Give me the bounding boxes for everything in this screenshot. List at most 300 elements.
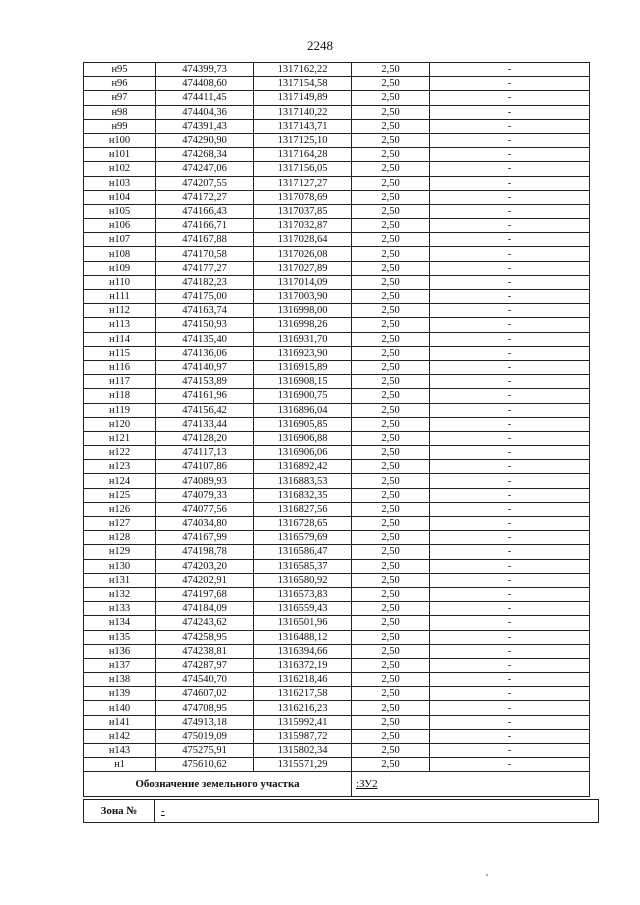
accuracy-cell: 2,50 xyxy=(352,77,430,91)
land-plot-value: :ЗУ2 xyxy=(352,772,590,797)
accuracy-cell: 2,50 xyxy=(352,431,430,445)
point-id-cell: н122 xyxy=(84,446,156,460)
note-cell: - xyxy=(430,517,590,531)
table-row xyxy=(84,63,590,77)
y-coordinate-cell: 1316883,53 xyxy=(254,474,352,488)
table-row xyxy=(84,360,590,374)
note-cell: - xyxy=(430,346,590,360)
note-cell: - xyxy=(430,77,590,91)
y-coordinate-cell: 1316908,15 xyxy=(254,375,352,389)
y-coordinate-cell: 1317149,89 xyxy=(254,91,352,105)
x-coordinate-cell: 474135,40 xyxy=(156,332,254,346)
accuracy-cell: 2,50 xyxy=(352,758,430,772)
note-cell: - xyxy=(430,176,590,190)
note-cell: - xyxy=(430,332,590,346)
accuracy-cell: 2,50 xyxy=(352,375,430,389)
y-coordinate-cell: 1316218,46 xyxy=(254,673,352,687)
note-cell: - xyxy=(430,417,590,431)
x-coordinate-cell: 474243,62 xyxy=(156,616,254,630)
point-id-cell: н109 xyxy=(84,261,156,275)
x-coordinate-cell: 474268,34 xyxy=(156,148,254,162)
y-coordinate-cell: 1316915,89 xyxy=(254,360,352,374)
y-coordinate-cell: 1316832,35 xyxy=(254,488,352,502)
point-id-cell: н100 xyxy=(84,133,156,147)
accuracy-cell: 2,50 xyxy=(352,91,430,105)
y-coordinate-cell: 1316892,42 xyxy=(254,460,352,474)
table-row xyxy=(84,233,590,247)
note-cell: - xyxy=(430,673,590,687)
table-row xyxy=(84,219,590,233)
x-coordinate-cell: 474167,99 xyxy=(156,531,254,545)
table-row xyxy=(84,417,590,431)
y-coordinate-cell: 1315987,72 xyxy=(254,729,352,743)
accuracy-cell: 2,50 xyxy=(352,474,430,488)
point-id-cell: н124 xyxy=(84,474,156,488)
note-cell: - xyxy=(430,474,590,488)
x-coordinate-cell: 475610,62 xyxy=(156,758,254,772)
table-row xyxy=(84,687,590,701)
accuracy-cell: 2,50 xyxy=(352,545,430,559)
x-coordinate-cell: 474079,33 xyxy=(156,488,254,502)
note-cell: - xyxy=(430,460,590,474)
x-coordinate-cell: 475019,09 xyxy=(156,729,254,743)
note-cell: - xyxy=(430,446,590,460)
x-coordinate-cell: 474203,20 xyxy=(156,559,254,573)
table-row xyxy=(84,346,590,360)
y-coordinate-cell: 1316827,56 xyxy=(254,502,352,516)
table-row xyxy=(84,460,590,474)
note-cell: - xyxy=(430,715,590,729)
table-row xyxy=(84,488,590,502)
x-coordinate-cell: 474156,42 xyxy=(156,403,254,417)
point-id-cell: н121 xyxy=(84,431,156,445)
point-id-cell: н99 xyxy=(84,119,156,133)
x-coordinate-cell: 474540,70 xyxy=(156,673,254,687)
x-coordinate-cell: 474153,89 xyxy=(156,375,254,389)
accuracy-cell: 2,50 xyxy=(352,587,430,601)
y-coordinate-cell: 1316998,26 xyxy=(254,318,352,332)
point-id-cell: н97 xyxy=(84,91,156,105)
note-cell: - xyxy=(430,190,590,204)
point-id-cell: н112 xyxy=(84,304,156,318)
point-id-cell: н126 xyxy=(84,502,156,516)
y-coordinate-cell: 1317003,90 xyxy=(254,290,352,304)
table-row xyxy=(84,77,590,91)
note-cell: - xyxy=(430,219,590,233)
accuracy-cell: 2,50 xyxy=(352,658,430,672)
note-cell: - xyxy=(430,275,590,289)
x-coordinate-cell: 474034,80 xyxy=(156,517,254,531)
note-cell: - xyxy=(430,247,590,261)
y-coordinate-cell: 1316573,83 xyxy=(254,587,352,601)
zone-value: - xyxy=(155,800,599,823)
note-cell: - xyxy=(430,616,590,630)
note-cell: - xyxy=(430,602,590,616)
note-cell: - xyxy=(430,502,590,516)
note-cell: - xyxy=(430,375,590,389)
table-row xyxy=(84,275,590,289)
x-coordinate-cell: 474163,74 xyxy=(156,304,254,318)
note-cell: - xyxy=(430,573,590,587)
accuracy-cell: 2,50 xyxy=(352,360,430,374)
coordinates-table-body xyxy=(84,63,590,772)
note-cell: - xyxy=(430,431,590,445)
note-cell: - xyxy=(430,559,590,573)
accuracy-cell: 2,50 xyxy=(352,559,430,573)
table-row xyxy=(84,176,590,190)
table-row xyxy=(84,91,590,105)
note-cell: - xyxy=(430,488,590,502)
accuracy-cell: 2,50 xyxy=(352,133,430,147)
accuracy-cell: 2,50 xyxy=(352,162,430,176)
y-coordinate-cell: 1316372,19 xyxy=(254,658,352,672)
point-id-cell: н131 xyxy=(84,573,156,587)
x-coordinate-cell: 474177,27 xyxy=(156,261,254,275)
accuracy-cell: 2,50 xyxy=(352,119,430,133)
note-cell: - xyxy=(430,658,590,672)
zone-table xyxy=(83,799,599,823)
y-coordinate-cell: 1317027,89 xyxy=(254,261,352,275)
x-coordinate-cell: 474197,68 xyxy=(156,587,254,601)
y-coordinate-cell: 1316217,58 xyxy=(254,687,352,701)
x-coordinate-cell: 474175,00 xyxy=(156,290,254,304)
note-cell: - xyxy=(430,531,590,545)
y-coordinate-cell: 1316559,43 xyxy=(254,602,352,616)
point-id-cell: н134 xyxy=(84,616,156,630)
y-coordinate-cell: 1317037,85 xyxy=(254,204,352,218)
x-coordinate-cell: 474290,90 xyxy=(156,133,254,147)
table-row xyxy=(84,190,590,204)
point-id-cell: н118 xyxy=(84,389,156,403)
x-coordinate-cell: 474140,97 xyxy=(156,360,254,374)
accuracy-cell: 2,50 xyxy=(352,460,430,474)
accuracy-cell: 2,50 xyxy=(352,148,430,162)
point-id-cell: н132 xyxy=(84,587,156,601)
point-id-cell: н136 xyxy=(84,644,156,658)
note-cell: - xyxy=(430,701,590,715)
coordinates-table xyxy=(83,62,590,797)
table-row xyxy=(84,658,590,672)
note-cell: - xyxy=(430,389,590,403)
point-id-cell: н104 xyxy=(84,190,156,204)
point-id-cell: н130 xyxy=(84,559,156,573)
accuracy-cell: 2,50 xyxy=(352,63,430,77)
table-row xyxy=(84,162,590,176)
point-id-cell: н101 xyxy=(84,148,156,162)
point-id-cell: н128 xyxy=(84,531,156,545)
accuracy-cell: 2,50 xyxy=(352,729,430,743)
table-row xyxy=(84,644,590,658)
x-coordinate-cell: 474161,96 xyxy=(156,389,254,403)
table-row xyxy=(84,446,590,460)
point-id-cell: н138 xyxy=(84,673,156,687)
x-coordinate-cell: 474150,93 xyxy=(156,318,254,332)
y-coordinate-cell: 1316906,06 xyxy=(254,446,352,460)
x-coordinate-cell: 474166,71 xyxy=(156,219,254,233)
x-coordinate-cell: 474913,18 xyxy=(156,715,254,729)
table-row xyxy=(84,701,590,715)
y-coordinate-cell: 1316931,70 xyxy=(254,332,352,346)
point-id-cell: н123 xyxy=(84,460,156,474)
point-id-cell: н95 xyxy=(84,63,156,77)
x-coordinate-cell: 474399,73 xyxy=(156,63,254,77)
page-number: 2248 xyxy=(307,38,333,53)
point-id-cell: н98 xyxy=(84,105,156,119)
note-cell: - xyxy=(430,105,590,119)
point-id-cell: н125 xyxy=(84,488,156,502)
accuracy-cell: 2,50 xyxy=(352,261,430,275)
point-id-cell: н135 xyxy=(84,630,156,644)
table-row xyxy=(84,261,590,275)
note-cell: - xyxy=(430,587,590,601)
accuracy-cell: 2,50 xyxy=(352,744,430,758)
x-coordinate-cell: 474258,95 xyxy=(156,630,254,644)
x-coordinate-cell: 474172,27 xyxy=(156,190,254,204)
x-coordinate-cell: 474166,43 xyxy=(156,204,254,218)
accuracy-cell: 2,50 xyxy=(352,204,430,218)
note-cell: - xyxy=(430,290,590,304)
table-row xyxy=(84,715,590,729)
land-plot-label: Обозначение земельного участка xyxy=(84,772,352,797)
note-cell: - xyxy=(430,261,590,275)
table-row xyxy=(84,403,590,417)
accuracy-cell: 2,50 xyxy=(352,602,430,616)
x-coordinate-cell: 474117,13 xyxy=(156,446,254,460)
table-row xyxy=(84,304,590,318)
accuracy-cell: 2,50 xyxy=(352,616,430,630)
x-coordinate-cell: 474128,20 xyxy=(156,431,254,445)
table-row xyxy=(84,290,590,304)
y-coordinate-cell: 1317127,27 xyxy=(254,176,352,190)
table-row xyxy=(84,573,590,587)
y-coordinate-cell: 1316923,90 xyxy=(254,346,352,360)
accuracy-cell: 2,50 xyxy=(352,275,430,289)
y-coordinate-cell: 1315992,41 xyxy=(254,715,352,729)
y-coordinate-cell: 1316216,23 xyxy=(254,701,352,715)
table-row xyxy=(84,119,590,133)
x-coordinate-cell: 474287,97 xyxy=(156,658,254,672)
x-coordinate-cell: 474136,06 xyxy=(156,346,254,360)
table-row xyxy=(84,204,590,218)
point-id-cell: н129 xyxy=(84,545,156,559)
point-id-cell: н110 xyxy=(84,275,156,289)
y-coordinate-cell: 1316896,04 xyxy=(254,403,352,417)
point-id-cell: н105 xyxy=(84,204,156,218)
point-id-cell: н137 xyxy=(84,658,156,672)
table-row xyxy=(84,148,590,162)
table-row xyxy=(84,389,590,403)
x-coordinate-cell: 474077,56 xyxy=(156,502,254,516)
accuracy-cell: 2,50 xyxy=(352,332,430,346)
accuracy-cell: 2,50 xyxy=(352,417,430,431)
accuracy-cell: 2,50 xyxy=(352,517,430,531)
y-coordinate-cell: 1317078,69 xyxy=(254,190,352,204)
point-id-cell: н133 xyxy=(84,602,156,616)
point-id-cell: н102 xyxy=(84,162,156,176)
x-coordinate-cell: 474708,95 xyxy=(156,701,254,715)
note-cell: - xyxy=(430,233,590,247)
table-row xyxy=(84,559,590,573)
x-coordinate-cell: 474404,36 xyxy=(156,105,254,119)
table-row xyxy=(84,758,590,772)
point-id-cell: н96 xyxy=(84,77,156,91)
y-coordinate-cell: 1317014,09 xyxy=(254,275,352,289)
y-coordinate-cell: 1317164,28 xyxy=(254,148,352,162)
accuracy-cell: 2,50 xyxy=(352,715,430,729)
point-id-cell: н142 xyxy=(84,729,156,743)
point-id-cell: н114 xyxy=(84,332,156,346)
accuracy-cell: 2,50 xyxy=(352,446,430,460)
point-id-cell: н117 xyxy=(84,375,156,389)
table-row xyxy=(84,673,590,687)
accuracy-cell: 2,50 xyxy=(352,531,430,545)
table-row xyxy=(84,729,590,743)
accuracy-cell: 2,50 xyxy=(352,290,430,304)
y-coordinate-cell: 1317140,22 xyxy=(254,105,352,119)
point-id-cell: н140 xyxy=(84,701,156,715)
note-cell: - xyxy=(430,360,590,374)
note-cell: - xyxy=(430,630,590,644)
table-row xyxy=(84,616,590,630)
x-coordinate-cell: 474167,88 xyxy=(156,233,254,247)
accuracy-cell: 2,50 xyxy=(352,488,430,502)
zone-label: Зона № xyxy=(84,800,155,823)
y-coordinate-cell: 1317154,58 xyxy=(254,77,352,91)
y-coordinate-cell: 1317032,87 xyxy=(254,219,352,233)
x-coordinate-cell: 474202,91 xyxy=(156,573,254,587)
y-coordinate-cell: 1315571,29 xyxy=(254,758,352,772)
table-row xyxy=(84,517,590,531)
y-coordinate-cell: 1316905,85 xyxy=(254,417,352,431)
y-coordinate-cell: 1316906,88 xyxy=(254,431,352,445)
x-coordinate-cell: 474247,06 xyxy=(156,162,254,176)
point-id-cell: н120 xyxy=(84,417,156,431)
point-id-cell: н139 xyxy=(84,687,156,701)
table-row xyxy=(84,502,590,516)
point-id-cell: н111 xyxy=(84,290,156,304)
table-row xyxy=(84,105,590,119)
note-cell: - xyxy=(430,729,590,743)
accuracy-cell: 2,50 xyxy=(352,673,430,687)
y-coordinate-cell: 1317125,10 xyxy=(254,133,352,147)
x-coordinate-cell: 474170,58 xyxy=(156,247,254,261)
accuracy-cell: 2,50 xyxy=(352,687,430,701)
y-coordinate-cell: 1316501,96 xyxy=(254,616,352,630)
y-coordinate-cell: 1316580,92 xyxy=(254,573,352,587)
accuracy-cell: 2,50 xyxy=(352,105,430,119)
point-id-cell: н119 xyxy=(84,403,156,417)
point-id-cell: н1 xyxy=(84,758,156,772)
accuracy-cell: 2,50 xyxy=(352,644,430,658)
x-coordinate-cell: 474089,93 xyxy=(156,474,254,488)
table-row xyxy=(84,133,590,147)
point-id-cell: н127 xyxy=(84,517,156,531)
x-coordinate-cell: 474133,44 xyxy=(156,417,254,431)
note-cell: - xyxy=(430,744,590,758)
table-row xyxy=(84,545,590,559)
note-cell: - xyxy=(430,119,590,133)
point-id-cell: н141 xyxy=(84,715,156,729)
y-coordinate-cell: 1317026,08 xyxy=(254,247,352,261)
note-cell: - xyxy=(430,91,590,105)
x-coordinate-cell: 474184,09 xyxy=(156,602,254,616)
note-cell: - xyxy=(430,545,590,559)
accuracy-cell: 2,50 xyxy=(352,219,430,233)
point-id-cell: н115 xyxy=(84,346,156,360)
y-coordinate-cell: 1316488,12 xyxy=(254,630,352,644)
y-coordinate-cell: 1317156,05 xyxy=(254,162,352,176)
note-cell: - xyxy=(430,758,590,772)
accuracy-cell: 2,50 xyxy=(352,389,430,403)
table-row xyxy=(84,431,590,445)
y-coordinate-cell: 1317162,22 xyxy=(254,63,352,77)
scan-speck xyxy=(486,874,488,876)
x-coordinate-cell: 474198,78 xyxy=(156,545,254,559)
y-coordinate-cell: 1316900,75 xyxy=(254,389,352,403)
accuracy-cell: 2,50 xyxy=(352,233,430,247)
x-coordinate-cell: 474182,23 xyxy=(156,275,254,289)
note-cell: - xyxy=(430,687,590,701)
note-cell: - xyxy=(430,304,590,318)
y-coordinate-cell: 1316579,69 xyxy=(254,531,352,545)
accuracy-cell: 2,50 xyxy=(352,176,430,190)
table-row xyxy=(84,318,590,332)
note-cell: - xyxy=(430,162,590,176)
note-cell: - xyxy=(430,318,590,332)
note-cell: - xyxy=(430,133,590,147)
accuracy-cell: 2,50 xyxy=(352,247,430,261)
table-row xyxy=(84,744,590,758)
y-coordinate-cell: 1316586,47 xyxy=(254,545,352,559)
accuracy-cell: 2,50 xyxy=(352,304,430,318)
x-coordinate-cell: 474207,55 xyxy=(156,176,254,190)
table-row xyxy=(84,474,590,488)
note-cell: - xyxy=(430,403,590,417)
accuracy-cell: 2,50 xyxy=(352,318,430,332)
y-coordinate-cell: 1316585,37 xyxy=(254,559,352,573)
x-coordinate-cell: 474238,81 xyxy=(156,644,254,658)
y-coordinate-cell: 1316728,65 xyxy=(254,517,352,531)
table-row xyxy=(84,332,590,346)
point-id-cell: н143 xyxy=(84,744,156,758)
point-id-cell: н103 xyxy=(84,176,156,190)
point-id-cell: н107 xyxy=(84,233,156,247)
table-row xyxy=(84,375,590,389)
accuracy-cell: 2,50 xyxy=(352,346,430,360)
x-coordinate-cell: 474411,45 xyxy=(156,91,254,105)
note-cell: - xyxy=(430,644,590,658)
x-coordinate-cell: 475275,91 xyxy=(156,744,254,758)
point-id-cell: н106 xyxy=(84,219,156,233)
point-id-cell: н116 xyxy=(84,360,156,374)
table-row xyxy=(84,602,590,616)
table-row xyxy=(84,531,590,545)
accuracy-cell: 2,50 xyxy=(352,190,430,204)
table-row xyxy=(84,247,590,261)
accuracy-cell: 2,50 xyxy=(352,573,430,587)
y-coordinate-cell: 1317028,64 xyxy=(254,233,352,247)
accuracy-cell: 2,50 xyxy=(352,701,430,715)
accuracy-cell: 2,50 xyxy=(352,502,430,516)
note-cell: - xyxy=(430,63,590,77)
x-coordinate-cell: 474607,02 xyxy=(156,687,254,701)
x-coordinate-cell: 474408,60 xyxy=(156,77,254,91)
zone-row xyxy=(84,800,599,823)
y-coordinate-cell: 1315802,34 xyxy=(254,744,352,758)
note-cell: - xyxy=(430,204,590,218)
y-coordinate-cell: 1316394,66 xyxy=(254,644,352,658)
x-coordinate-cell: 474391,43 xyxy=(156,119,254,133)
